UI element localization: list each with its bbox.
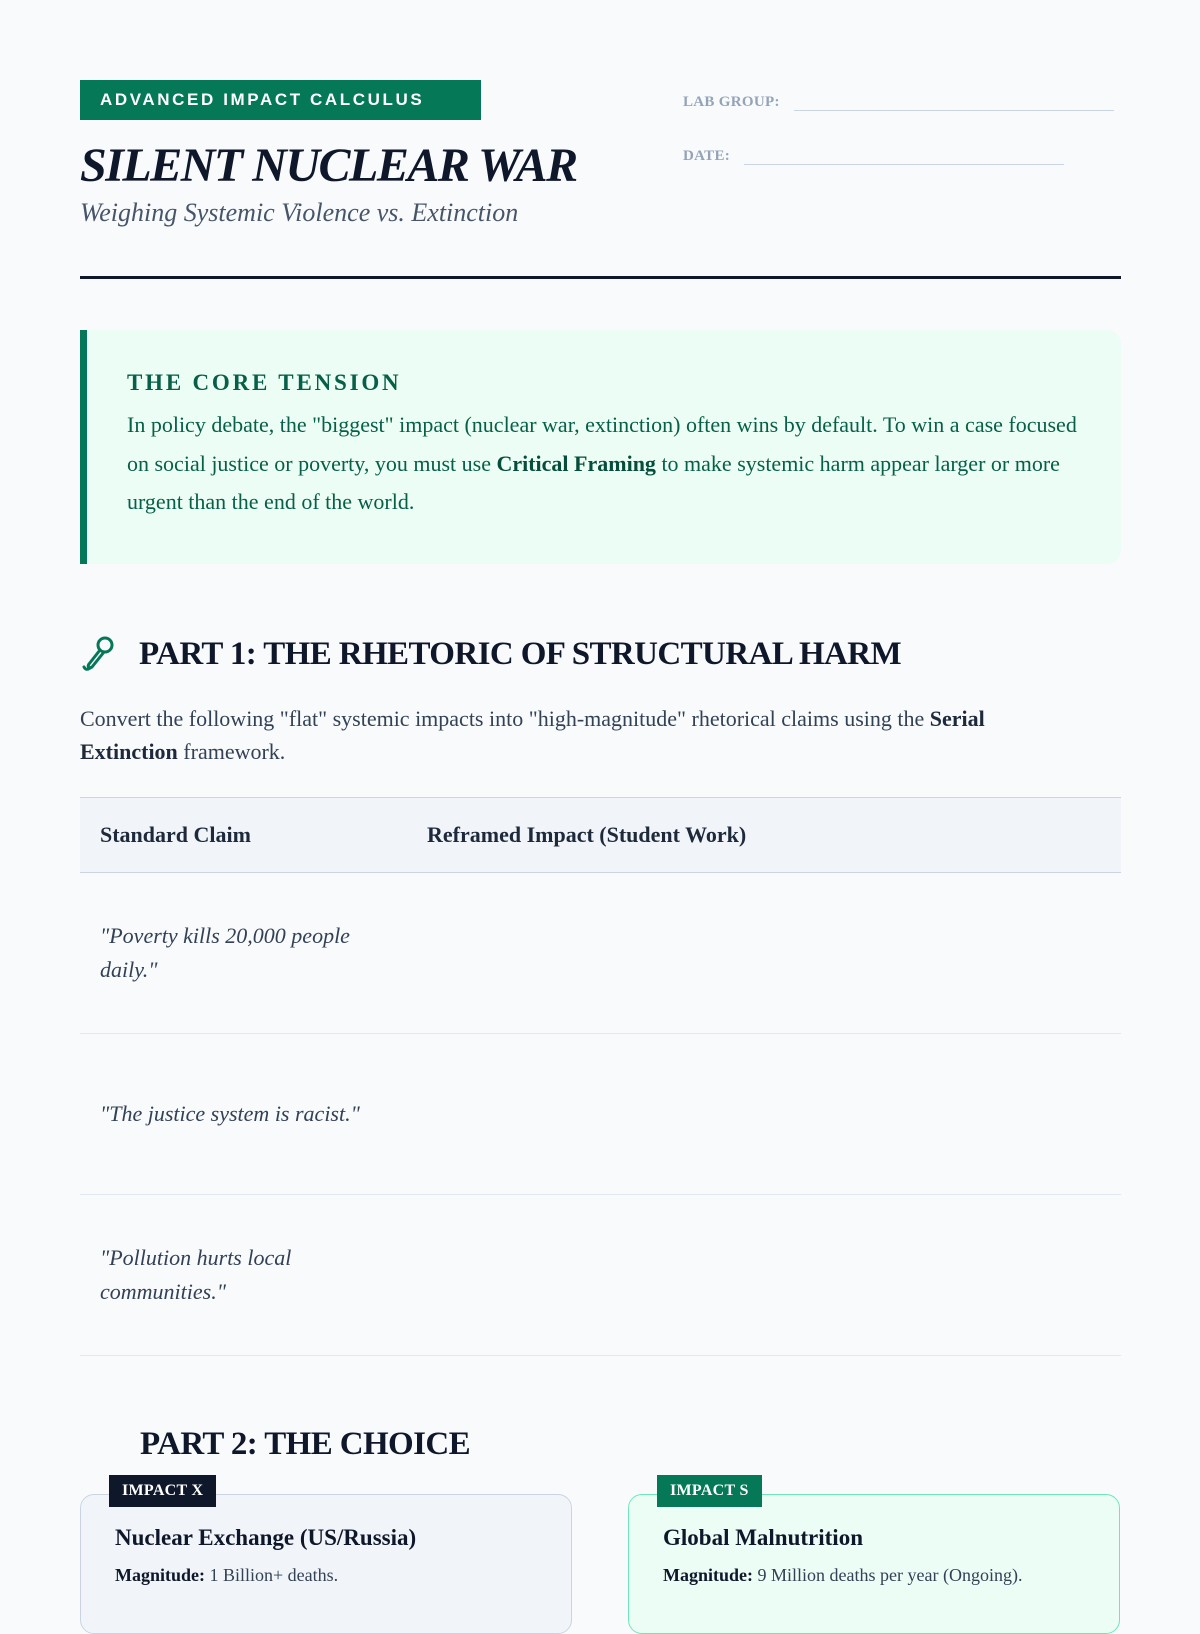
column-header-standard-claim: Standard Claim bbox=[100, 822, 251, 847]
table-row bbox=[80, 1195, 1121, 1356]
core-tension-text-before: In policy debate, the "biggest" impact (nuclear war, extinction) often wins by default. To win a case focused on social justice or poverty, you must use bbox=[127, 412, 1077, 476]
date-field bbox=[683, 146, 1064, 165]
student-work-cell[interactable] bbox=[427, 873, 1121, 1033]
date-label: DATE: bbox=[683, 148, 731, 164]
part1-intro-after: framework. bbox=[177, 739, 286, 764]
standard-claim-cell: "Poverty kills 20,000 people daily." bbox=[100, 923, 350, 982]
reframe-table bbox=[80, 797, 1121, 1356]
student-work-cell[interactable] bbox=[427, 1034, 1121, 1194]
impact-badge: IMPACT S bbox=[657, 1475, 762, 1507]
core-tension-text-after: to make systemic harm appear larger or more urgent than the end of the world. bbox=[127, 450, 1060, 514]
lab-group-label: LAB GROUP: bbox=[683, 94, 780, 110]
part1-intro bbox=[80, 702, 1080, 768]
core-tension-text bbox=[127, 406, 1081, 522]
magnitude-label: Magnitude: bbox=[663, 1565, 753, 1585]
worksheet-header bbox=[80, 0, 1121, 279]
lab-group-input-line[interactable] bbox=[794, 92, 1114, 111]
worksheet-page bbox=[80, 0, 1121, 1585]
course-tag: ADVANCED IMPACT CALCULUS bbox=[80, 80, 481, 120]
part2-heading: PART 2: THE CHOICE bbox=[140, 1426, 471, 1462]
impact-badge: IMPACT X bbox=[109, 1475, 216, 1507]
core-tension-callout bbox=[80, 330, 1121, 564]
impact-card-s bbox=[628, 1482, 1120, 1634]
microphone-icon bbox=[80, 634, 120, 674]
core-tension-emphasis: Critical Framing bbox=[496, 450, 656, 476]
standard-claim-cell: "The justice system is racist." bbox=[100, 1101, 360, 1126]
column-header-reframed-impact: Reframed Impact (Student Work) bbox=[427, 822, 747, 847]
impact-magnitude bbox=[663, 1565, 1085, 1586]
part1-intro-before: Convert the following "flat" systemic impacts into "high-magnitude" rhetorical claims using the bbox=[80, 706, 930, 731]
table-header bbox=[80, 797, 1121, 873]
impact-title: Nuclear Exchange (US/Russia) bbox=[115, 1525, 417, 1550]
page-subtitle: Weighing Systemic Violence vs. Extinction bbox=[80, 198, 519, 227]
part1-heading: PART 1: THE RHETORIC OF STRUCTURAL HARM bbox=[139, 636, 902, 672]
table-row bbox=[80, 873, 1121, 1034]
part2-heading-row bbox=[140, 1424, 470, 1464]
magnitude-label: Magnitude: bbox=[115, 1565, 205, 1585]
standard-claim-cell: "Pollution hurts local communities." bbox=[100, 1245, 292, 1304]
part1-intro-emphasis: Serial Extinction bbox=[80, 706, 985, 764]
core-tension-heading: THE CORE TENSION bbox=[127, 370, 402, 395]
page-title: SILENT NUCLEAR WAR bbox=[80, 139, 577, 192]
part1-heading-row bbox=[80, 634, 901, 674]
lab-group-field bbox=[683, 92, 1114, 111]
impact-title: Global Malnutrition bbox=[663, 1525, 863, 1550]
impact-magnitude bbox=[115, 1565, 537, 1586]
table-row bbox=[80, 1034, 1121, 1195]
student-work-cell[interactable] bbox=[427, 1195, 1121, 1355]
magnitude-value: 1 Billion+ deaths. bbox=[205, 1565, 339, 1585]
impact-card-x bbox=[80, 1482, 572, 1634]
magnitude-value: 9 Million deaths per year (Ongoing). bbox=[753, 1565, 1023, 1585]
date-input-line[interactable] bbox=[744, 146, 1064, 165]
